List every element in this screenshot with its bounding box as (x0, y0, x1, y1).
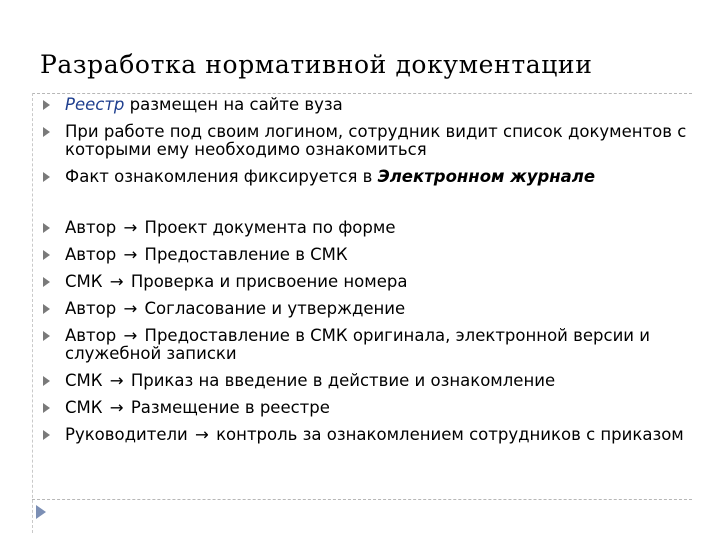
step-action: Проект документа по форме (144, 218, 396, 237)
step-action: контроль за ознакомлением сотрудников с приказом (216, 425, 684, 444)
bullet-item-step (40, 246, 700, 264)
bullet-item-step (40, 426, 700, 444)
right-arrow-icon: → (123, 326, 138, 345)
left-margin-guide (32, 93, 33, 533)
step-actor: Автор (65, 326, 117, 345)
right-arrow-icon: → (109, 398, 124, 417)
bullet-item-step (40, 399, 700, 417)
registry-emphasis: Реестр (65, 95, 125, 114)
triangle-bullet-icon (43, 277, 50, 287)
step-action: Предоставление в СМК (144, 245, 348, 264)
right-arrow-icon: → (109, 272, 124, 291)
step-action: Проверка и присвоение номера (130, 272, 408, 291)
right-arrow-icon: → (123, 245, 138, 264)
step-action: Приказ на введение в действие и ознакомление (130, 371, 556, 390)
triangle-bullet-icon (43, 304, 50, 314)
right-arrow-icon: → (109, 371, 124, 390)
bullet-item-login-list (40, 123, 700, 159)
step-actor: СМК (65, 272, 103, 291)
triangle-bullet-icon (43, 223, 50, 233)
bullet-list (40, 96, 700, 453)
right-arrow-icon: → (195, 425, 209, 444)
bullet-item-step (40, 372, 700, 390)
step-actor: Руководители (65, 425, 188, 444)
journal-emphasis: Электронном журнале (377, 167, 596, 186)
step-actor: Автор (65, 218, 117, 237)
triangle-bullet-icon (43, 250, 50, 260)
title-divider (32, 93, 692, 94)
triangle-bullet-icon (43, 331, 50, 341)
step-actor: Автор (65, 245, 117, 264)
bullet-item-registry (40, 96, 700, 114)
triangle-bullet-icon (43, 127, 50, 137)
step-actor: СМК (65, 398, 103, 417)
step-actor: СМК (65, 371, 103, 390)
triangle-bullet-icon (43, 430, 50, 440)
step-action: Размещение в реестре (130, 398, 330, 417)
step-action: Согласование и утверждение (144, 299, 406, 318)
triangle-bullet-icon (43, 403, 50, 413)
slide-footer-triangle-icon (36, 505, 46, 519)
bullet-text: При работе под своим логином, сотрудник видит список документов с которыми ему необходимо ознакомиться (65, 122, 687, 159)
bullet-item-step (40, 327, 700, 363)
step-action: Предоставление в СМК оригинала, электронной версии и служебной записки (65, 326, 650, 363)
bullet-item-step (40, 300, 700, 318)
step-actor: Автор (65, 299, 117, 318)
triangle-bullet-icon (43, 376, 50, 386)
slide-title: Разработка нормативной документации (40, 50, 593, 79)
triangle-bullet-icon (43, 100, 50, 110)
bullet-item-step (40, 273, 700, 291)
bullet-text: размещен на сайте вуза (124, 95, 343, 114)
bullet-text: Факт ознакомления фиксируется в (65, 167, 378, 186)
bullet-item-step (40, 219, 700, 237)
right-arrow-icon: → (123, 218, 138, 237)
footer-divider (32, 499, 692, 500)
triangle-bullet-icon (43, 172, 50, 182)
right-arrow-icon: → (123, 299, 138, 318)
bullet-item-journal (40, 168, 700, 186)
